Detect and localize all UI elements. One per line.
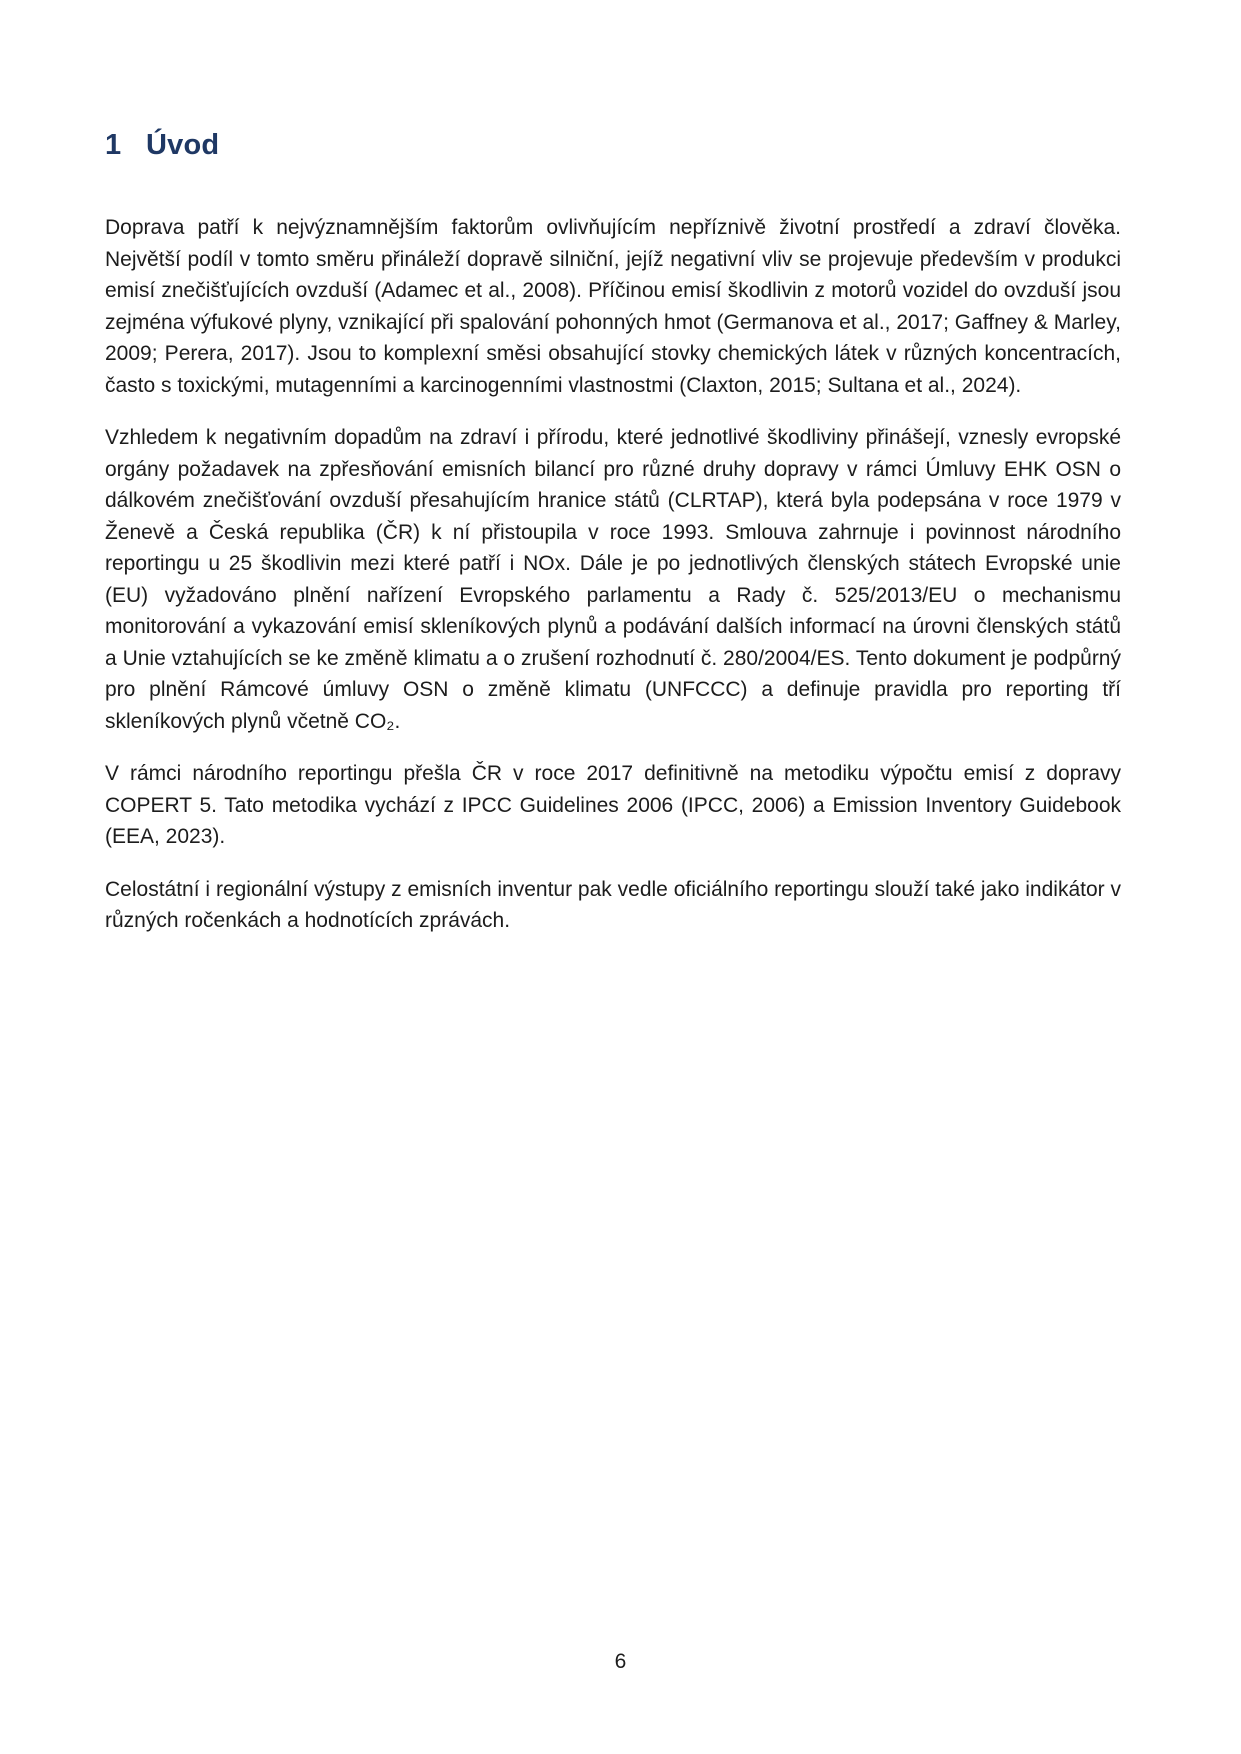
page-number: 6 — [614, 1650, 627, 1673]
paragraph-intro-transport-impact: Doprava patří k nejvýznamnějším faktorům ovlivňujícím nepříznivě životní prostředí a zdraví člověka. Největší podíl v tomto směru přináleží dopravě silniční, jejíž negativní vliv se projevuje především v produkci emisí znečišťujících ovzduší (Adamec et al., 2008). Příčinou emisí škodlivin z motorů vozidel do ovzduší jsou zejména výfukové plyny, vznikající při spalování pohonných hmot (Germanova et al., 2017; Gaffney & Marley, 2009; Perera, 2017). Jsou to komplexní směsi obsahující stovky chemických látek v různých koncentracích, často s toxickými, mutagenními a karcinogenními vlastnostmi (Claxton, 2015; Sultana et al., 2024). — [105, 216, 1121, 397]
paragraph-emission-reporting-obligations: Vzhledem k negativním dopadům na zdraví i přírodu, které jednotlivé škodliviny přinášejí, vznesly evropské orgány požadavek na zpřesňování emisních bilancí pro různé druhy dopravy v rámci Úmluvy EHK OSN o dálkovém znečišťování ovzduší přesahujícím hranice států (CLRTAP), která byla podepsána v roce 1979 v Ženevě a Česká republika (ČR) k ní přistoupila v roce 1993. Smlouva zahrnuje i povinnost národního reportingu u 25 škodlivin mezi které patří i NOx. Dále je po jednotlivých členských státech Evropské unie (EU) vyžadováno plnění nařízení Evropského parlamentu a Rady č. 525/2013/EU o mechanismu monitorování a vykazování emisí skleníkových plynů a podávání dalších informací na úrovni členských států a Unie vztahujících se ke změně klimatu a o zrušení rozhodnutí č. 280/2004/ES. Tento dokument je podpůrný pro plnění Rámcové úmluvy OSN o změně klimatu (UNFCCC) a definuje pravidla pro reporting tří skleníkových plynů včetně CO₂. — [105, 426, 1121, 733]
paragraph-copert-methodology: V rámci národního reportingu přešla ČR v roce 2017 definitivně na metodiku výpočtu emisí z dopravy COPERT 5. Tato metodika vychází z IPCC Guidelines 2006 (IPCC, 2006) a Emission Inventory Guidebook (EEA, 2023). — [105, 762, 1121, 848]
page-footer — [0, 1650, 1241, 1674]
paragraph-inventory-outputs: Celostátní i regionální výstupy z emisních inventur pak vedle oficiálního reportingu slouží také jako indikátor v různých ročenkách a hodnotících zprávách. — [105, 877, 1121, 932]
section-heading-number: 1 — [105, 129, 122, 161]
section-heading-title: Úvod — [146, 129, 220, 161]
section-heading — [105, 128, 1121, 162]
page-content — [105, 128, 1121, 958]
